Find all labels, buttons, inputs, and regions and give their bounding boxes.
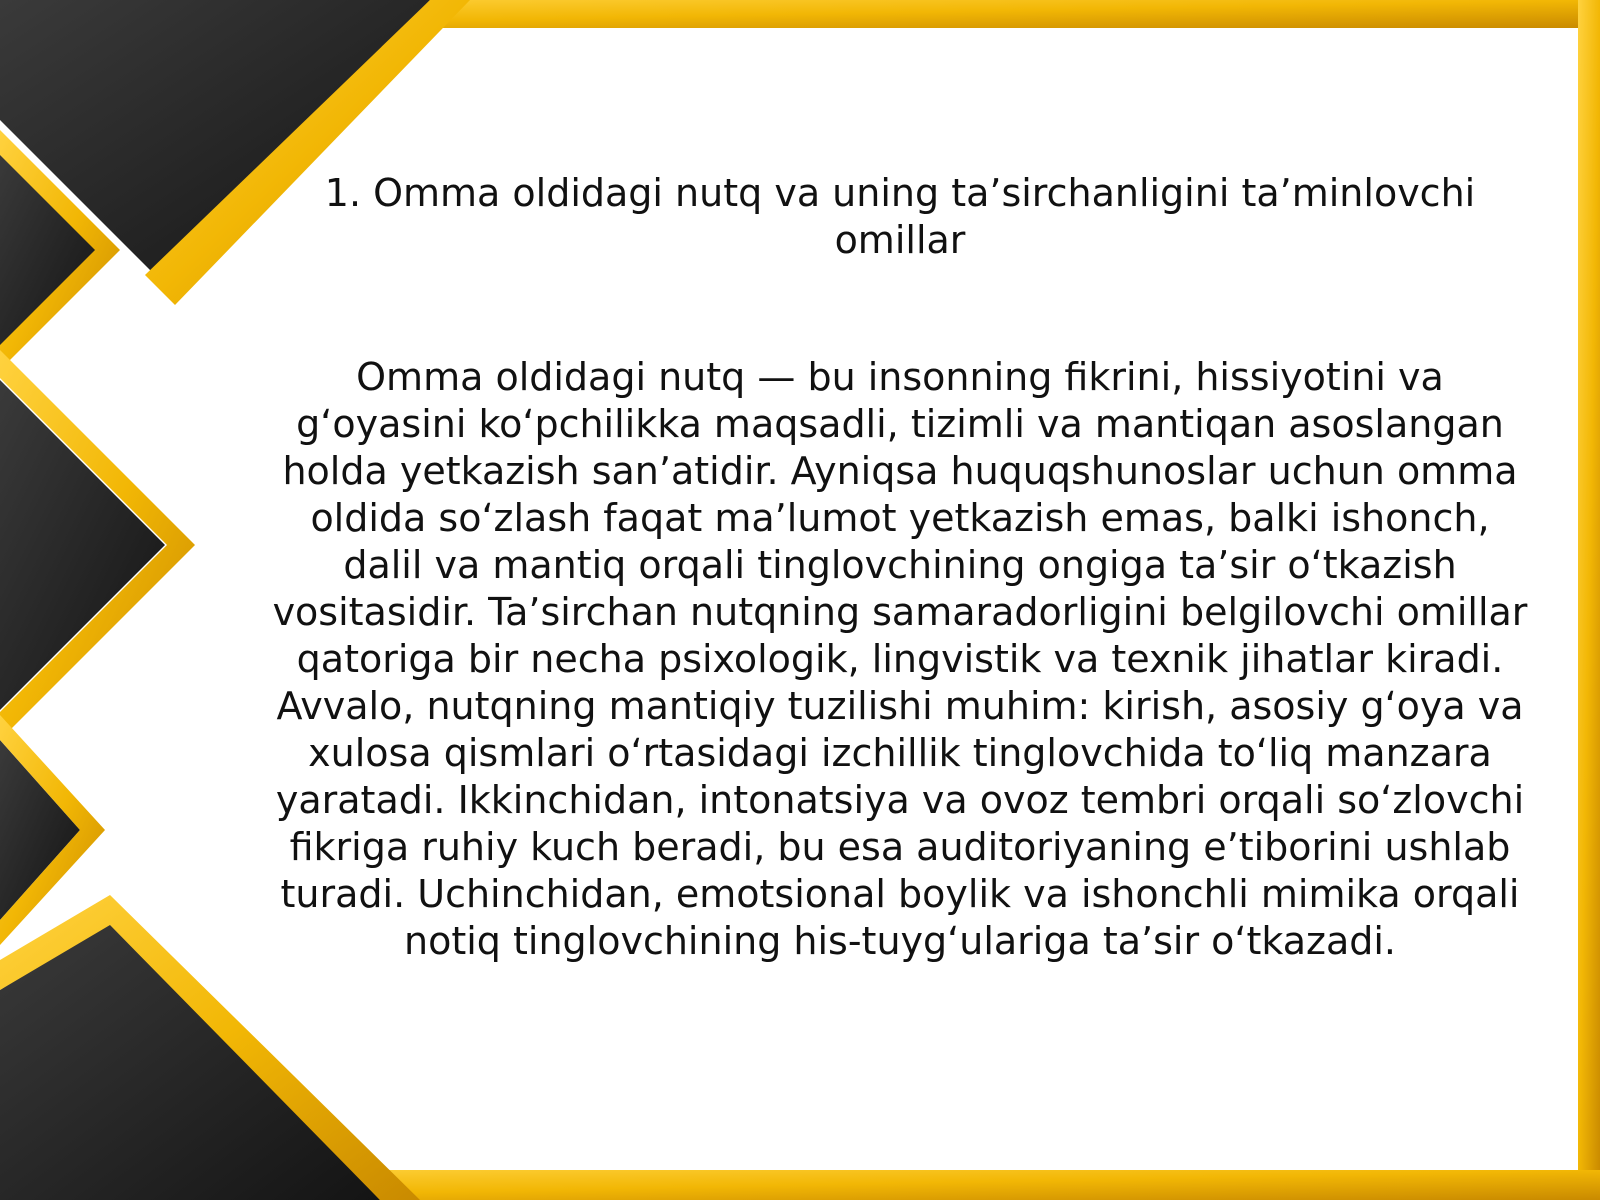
slide-content (270, 170, 1530, 965)
dark-diamond-middle (0, 380, 165, 710)
gold-border-right (1578, 0, 1600, 1200)
slide-body-text: Omma oldidagi nutq — bu insonning fikrini, hissiyotini va g‘oyasini ko‘pchilikka maqsadli, tizimli va mantiqan asoslangan holda yetkazish san’atidir. Ayniqsa huquqshunoslar uchun omma oldida so‘zlash faqat ma’lumot yetkazish emas, balki ishonch, dalil va mantiq orqali tinglovchining ongiga ta’sir o‘tkazish vositasidir. Ta’sirchan nutqning samaradorligini belgilovchi omillar qatoriga bir necha psixologik, lingvistik va texnik jihatlar kiradi. Avvalo, nutqning mantiqiy tuzilishi muhim: kirish, asosiy g‘oya va xulosa qismlari o‘rtasidagi izchillik tinglovchida to‘liq manzara yaratadi. Ikkinchidan, intonatsiya va ovoz tembri orqali so‘zlovchi fikriga ruhiy kuch beradi, bu esa auditoriyaning e’tiborini ushlab turadi. Uchinchidan, emotsional boylik va ishonchli mimika orqali notiq tinglovchining his-tuyg‘ulariga ta’sir o‘tkazadi. (272, 355, 1528, 963)
slide-title: 1. Omma oldidagi nutq va uning ta’sirchanligini ta’minlovchi omillar (324, 171, 1476, 262)
